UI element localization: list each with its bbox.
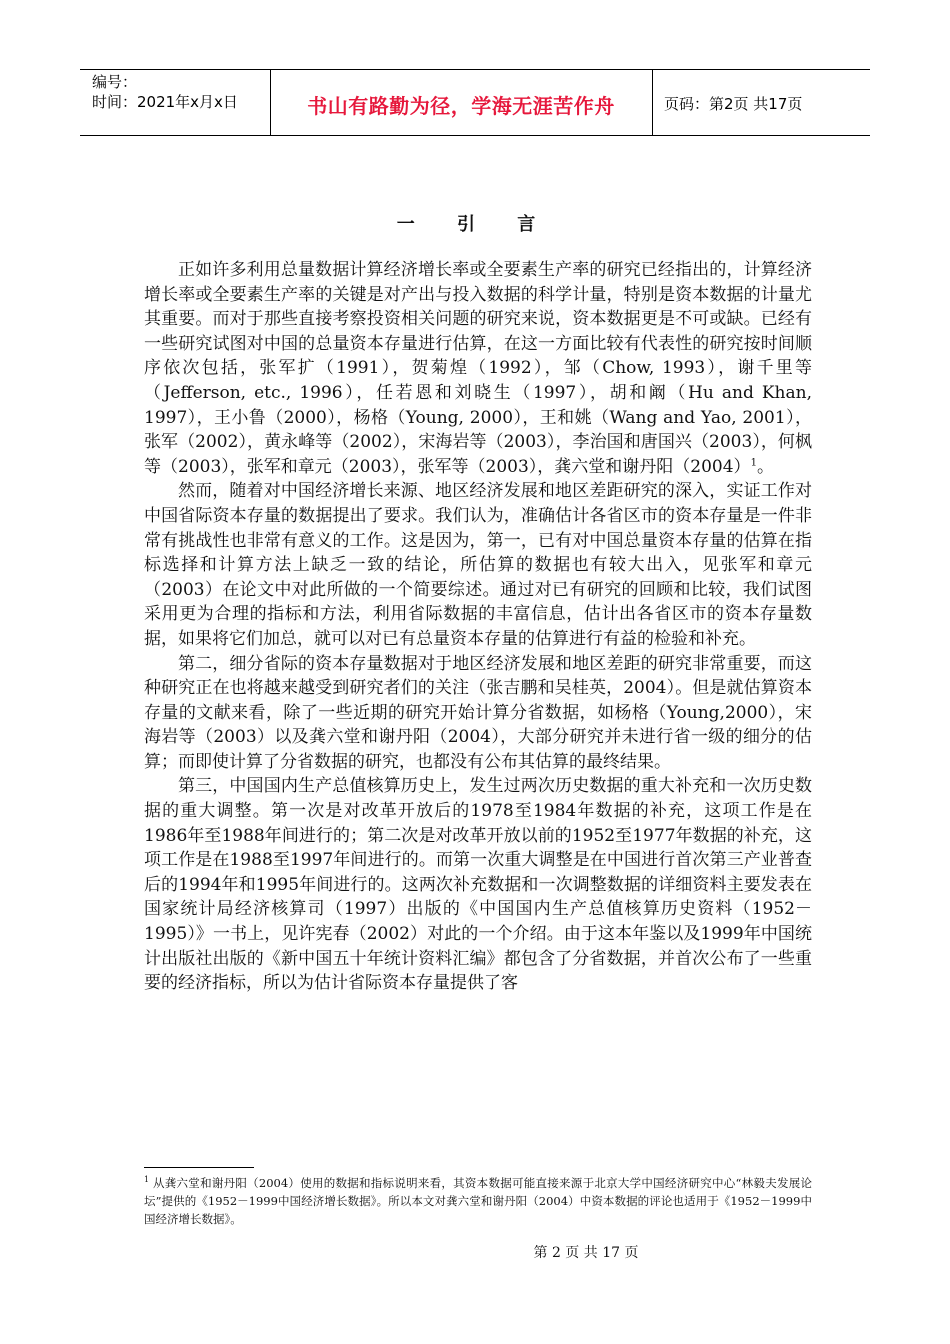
header-time-label: 时间：2021年x月x日	[92, 93, 238, 111]
paragraph-3: 第二，细分省际的资本存量数据对于地区经济发展和地区差距的研究非常重要，而这种研究正在也将越来越受到研究者们的关注（张吉鹏和吴桂英，2004）。但是就估算资本存量的文献来看，除了一些近期的研究开始计算分省数据，如杨格（Young,2000），宋海岩等（2003）以及龚六堂和谢丹阳（2004），大部分研究并未进行省一级的细分的估算；而即使计算了分省数据的研究，也都没有公布其估算的最终结果。	[144, 653, 812, 772]
footnote-mark: 1	[144, 1175, 150, 1185]
paragraph-4: 第三，中国国内生产总值核算历史上，发生过两次历史数据的重大补充和一次历史数据的重大调整。第一次是对改革开放后的1978至1984年数据的补充，这项工作是在1986年至1988年间进行的；第二次是对改革开放以前的1952至1977年数据的补充，这项工作是在1988至1997年间进行的。而第一次重大调整是在中国进行首次第三产业普查后的1994年和1995年间进行的。这两次补充数据和一次调整数据的详细资料主要发表在国家统计局经济核算司（1997）出版的《中国国内生产总值核算历史资料（1952－1995）》一书上，见许宪春（2002）对此的一个介绍。由于这本年鉴以及1999年中国统计出版社出版的《新中国五十年统计资料汇编》都包含了分省数据，并首次公布了一些重要的经济指标，所以为估计省际资本存量提供了客	[144, 776, 812, 994]
footnote-reference[interactable]: 1	[750, 457, 757, 469]
document-body	[144, 258, 812, 996]
footnote	[144, 1174, 812, 1228]
footnote-text: 从龚六堂和谢丹阳（2004）使用的数据和指标说明来看，其资本数据可能直接来源于北京大学中国经济研究中心“林毅夫发展论坛”提供的《1952－1999中国经济增长数据》。所以本文对龚六堂和谢丹阳（2004）中资本数据的评论也适用于《1952－1999中国经济增长数据》。	[144, 1176, 812, 1226]
paragraph-1-end: 。	[756, 456, 774, 477]
header-divider-2	[652, 69, 653, 136]
header-rule-top	[80, 69, 870, 70]
header-page-info: 页码：第2页 共17页	[664, 95, 803, 113]
section-title: 一 引 言	[396, 214, 554, 235]
header-motto: 书山有路勤为径，学海无涯苦作舟	[307, 94, 615, 118]
header-rule-bottom	[80, 135, 870, 136]
paragraph-2: 然而，随着对中国经济增长来源、地区经济发展和地区差距研究的深入，实证工作对中国省际资本存量的数据提出了要求。我们认为，准确估计各省区市的资本存量是一件非常有挑战性也非常有意义的工作。这是因为，第一，已有对中国总量资本存量的估算在指标选择和计算方法上缺乏一致的结论，所估算的数据也有较大出入，见张军和章元（2003）在论文中对此所做的一个简要综述。通过对已有研究的回顾和比较，我们试图采用更为合理的指标和方法，利用省际数据的丰富信息，估计出各省区市的资本存量数据，如果将它们加总，就可以对已有总量资本存量的估算进行有益的检验和补充。	[144, 481, 812, 649]
footnote-separator	[144, 1167, 254, 1168]
paragraph-1	[144, 258, 812, 479]
header-meta	[92, 72, 238, 112]
paragraph-1-text: 正如许多利用总量数据计算经济增长率或全要素生产率的研究已经指出的，计算经济增长率或全要素生产率的关键是对产出与投入数据的科学计量，特别是资本数据的计量尤其重要。而对于那些直接考察投资相关问题的研究来说，资本数据更是不可或缺。已经有一些研究试图对中国的总量资本存量进行估算，在这一方面比较有代表性的研究按时间顺序依次包括，张军扩（1991），贺菊煌（1992），邹（Chow, 1993），谢千里等（Jefferson, etc., 1996），任若恩和刘晓生（1997），胡和阚（Hu and Khan, 1997），王小鲁（2000），杨格（Young, 2000），王和姚（Wang and Yao, 2001），张军（2002），黄永峰等（2002），宋海岩等（2003），李治国和唐国兴（2003），何枫等（2003），张军和章元（2003），张军等（2003），龚六堂和谢丹阳（2004）	[144, 260, 812, 477]
header-number-label: 编号：	[92, 73, 138, 91]
page-footer: 第 2 页 共 17 页	[533, 1245, 639, 1261]
